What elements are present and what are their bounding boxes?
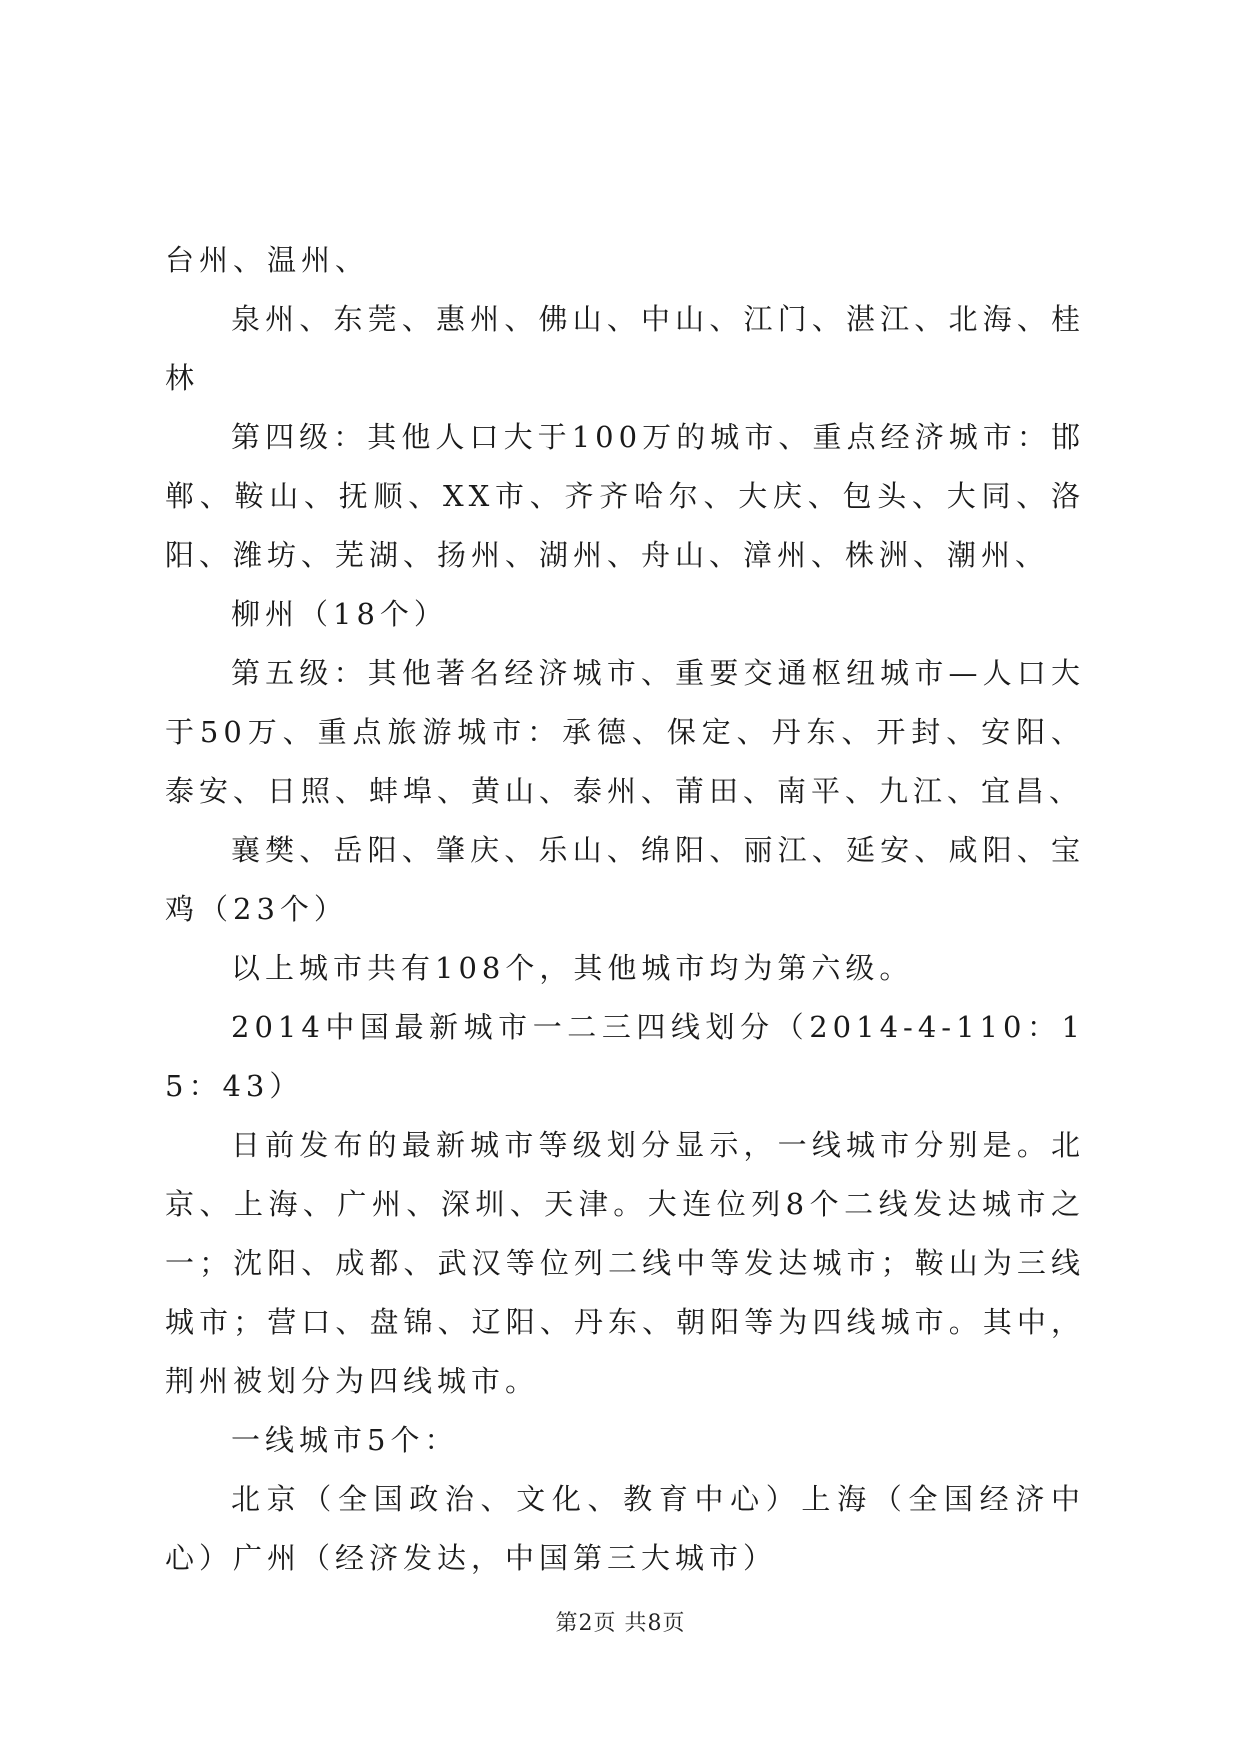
paragraph-9: 日前发布的最新城市等级划分显示，一线城市分别是。北京、上海、广州、深圳、天津。大连位列8个二线发达城市之一；沈阳、成都、武汉等位列二线中等发达城市；鞍山为三线城市；营口、盘锦、辽阳、丹东、朝阳等为四线城市。其中，荆州被划分为四线城市。 bbox=[165, 1128, 1085, 1398]
paragraph-4: 柳州（18个） bbox=[231, 597, 448, 631]
paragraph-5: 第五级：其他著名经济城市、重要交通枢纽城市—人口大于50万、重点旅游城市：承德、保定、丹东、开封、安阳、泰安、日照、蚌埠、黄山、泰州、莆田、南平、九江、宜昌、 bbox=[165, 656, 1085, 808]
paragraph-7: 以上城市共有108个，其他城市均为第六级。 bbox=[231, 951, 914, 985]
paragraph-6: 襄樊、岳阳、肇庆、乐山、绵阳、丽江、延安、咸阳、宝鸡（23个） bbox=[165, 833, 1085, 926]
paragraph-3: 第四级：其他人口大于100万的城市、重点经济城市：邯郸、鞍山、抚顺、XX市、齐齐哈尔、大庆、包头、大同、洛阳、潍坊、芜湖、扬州、湖州、舟山、漳州、株洲、潮州、 bbox=[165, 420, 1085, 572]
document-body bbox=[165, 231, 1085, 1588]
paragraph-1: 台州、温州、 bbox=[165, 243, 370, 277]
paragraph-11: 北京（全国政治、文化、教育中心）上海（全国经济中心）广州（经济发达，中国第三大城市） bbox=[165, 1482, 1085, 1575]
paragraph-10: 一线城市5个： bbox=[231, 1423, 459, 1457]
paragraph-8: 2014中国最新城市一二三四线划分（2014-4-110：15：43） bbox=[165, 1010, 1085, 1103]
page-footer: 第2页 共8页 bbox=[555, 1611, 686, 1636]
paragraph-2: 泉州、东莞、惠州、佛山、中山、江门、湛江、北海、桂林 bbox=[165, 302, 1085, 395]
